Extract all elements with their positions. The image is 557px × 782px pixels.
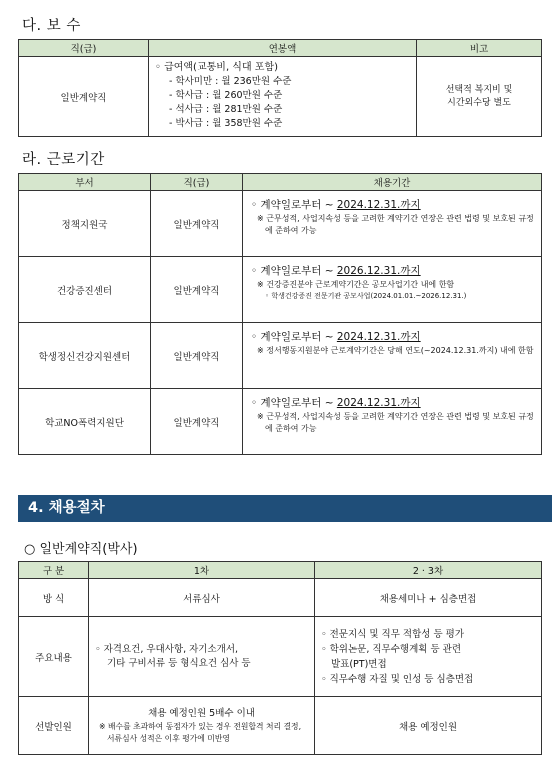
procedure-header-second: 2 · 3차 [315,562,542,579]
pay-header-salary: 연봉액 [149,40,417,57]
content-line: ◦ 직무수행 자질 및 인성 등 심층면접 [321,673,474,685]
term-note: ※ 건강증진분야 근로계약기간은 공모사업기간 내에 한함 [257,280,455,289]
procedure-header-category: 구 분 [19,562,89,579]
pay-note-line: 선택적 복지비 및 [445,84,513,95]
term-note: ※ 근무성적, 사업지속성 등을 고려한 계약기간 연장은 관련 법령 및 보호된 규정에 준하여 가능 [257,214,534,235]
period-grade: 일반계약직 [151,323,243,389]
period-grade: 일반계약직 [151,257,243,323]
term-end: 2024.12.31.까지 [336,397,421,409]
procedure-second-selection: 채용 예정인원 [315,697,542,755]
period-header-dept: 부서 [19,174,151,191]
term-note: ※ 정서행동지원분야 근로계약기간은 당해 연도(~2024.12.31.까지) 내에 한함 [257,346,534,355]
salary-title: ◦ 급여액(교통비, 식대 포함) [155,62,279,73]
period-term-cell [243,389,542,455]
term-start: ◦ 계약일로부터 ~ [251,331,337,343]
procedure-second-method: 채용세미나 + 심층면접 [315,579,542,617]
pay-note-line: 시간외수당 별도 [447,97,511,108]
pay-table [18,39,542,137]
salary-line: - 학사미만 : 월 236만원 수준 [169,76,292,87]
salary-line: - 박사급 : 월 358만원 수준 [169,118,283,129]
term-subnote: ◦ 학생건강증진 전문기관 공모사업(2024.01.01.~2026.12.31.) [265,292,467,300]
term-note: ※ 근무성적, 사업지속성 등을 고려한 계약기간 연장은 관련 법령 및 보호된 규정에 준하여 가능 [257,412,534,433]
procedure-table [18,561,542,755]
salary-line: - 학사급 : 월 260만원 수준 [169,90,283,101]
procedure-second-content [315,617,542,697]
period-heading: 라. 근로기간 [22,152,105,168]
procedure-first-content [89,617,315,697]
term-end: 2024.12.31.까지 [336,199,421,211]
content-line: 기타 구비서류 등 형식요건 심사 등 [107,657,251,669]
term-end: 2026.12.31.까지 [336,265,421,277]
period-table [18,173,542,455]
pay-header-note: 비고 [417,40,542,57]
procedure-row-label: 주요내용 [19,617,89,697]
procedure-section-title: 4. 채용절차 [18,495,552,522]
period-dept: 학교NO폭력지원단 [19,389,151,455]
selection-note: ※ 배수를 초과하여 동점자가 있는 경우 전원합격 처리 결정, 서류심사 성적은 이후 평가에 미반영 [99,722,302,743]
period-term-cell [243,191,542,257]
pay-salary-cell [149,57,417,137]
period-term-cell [243,257,542,323]
term-end: 2024.12.31.까지 [336,331,421,343]
salary-line: - 석사급 : 월 281만원 수준 [169,104,283,115]
procedure-sub-title: ○ 일반계약직(박사) [24,542,138,557]
period-grade: 일반계약직 [151,389,243,455]
content-line: ◦ 전문지식 및 직무 적합성 등 평가 [321,628,465,640]
procedure-first-selection [89,697,315,755]
procedure-row-label: 선발인원 [19,697,89,755]
period-dept: 학생정신건강지원센터 [19,323,151,389]
period-dept: 정책지원국 [19,191,151,257]
procedure-first-method: 서류심사 [89,579,315,617]
period-header-term: 채용기간 [243,174,542,191]
pay-header-grade: 직(급) [19,40,149,57]
selection-main: 채용 예정인원 5배수 이내 [148,708,255,719]
content-line: 발표(PT)면접 [331,658,387,670]
period-grade: 일반계약직 [151,191,243,257]
period-header-grade: 직(급) [151,174,243,191]
pay-grade: 일반계약직 [19,57,149,137]
content-line: ◦ 자격요건, 우대사항, 자기소개서, [95,643,239,655]
term-start: ◦ 계약일로부터 ~ [251,265,337,277]
term-start: ◦ 계약일로부터 ~ [251,397,337,409]
term-start: ◦ 계약일로부터 ~ [251,199,337,211]
pay-heading: 다. 보 수 [22,18,81,34]
procedure-header-first: 1차 [89,562,315,579]
procedure-row-label: 방 식 [19,579,89,617]
content-line: ◦ 학위논문, 직무수행계획 등 관련 [321,643,462,655]
pay-note-cell [417,57,542,137]
period-term-cell [243,323,542,389]
period-dept: 건강증진센터 [19,257,151,323]
